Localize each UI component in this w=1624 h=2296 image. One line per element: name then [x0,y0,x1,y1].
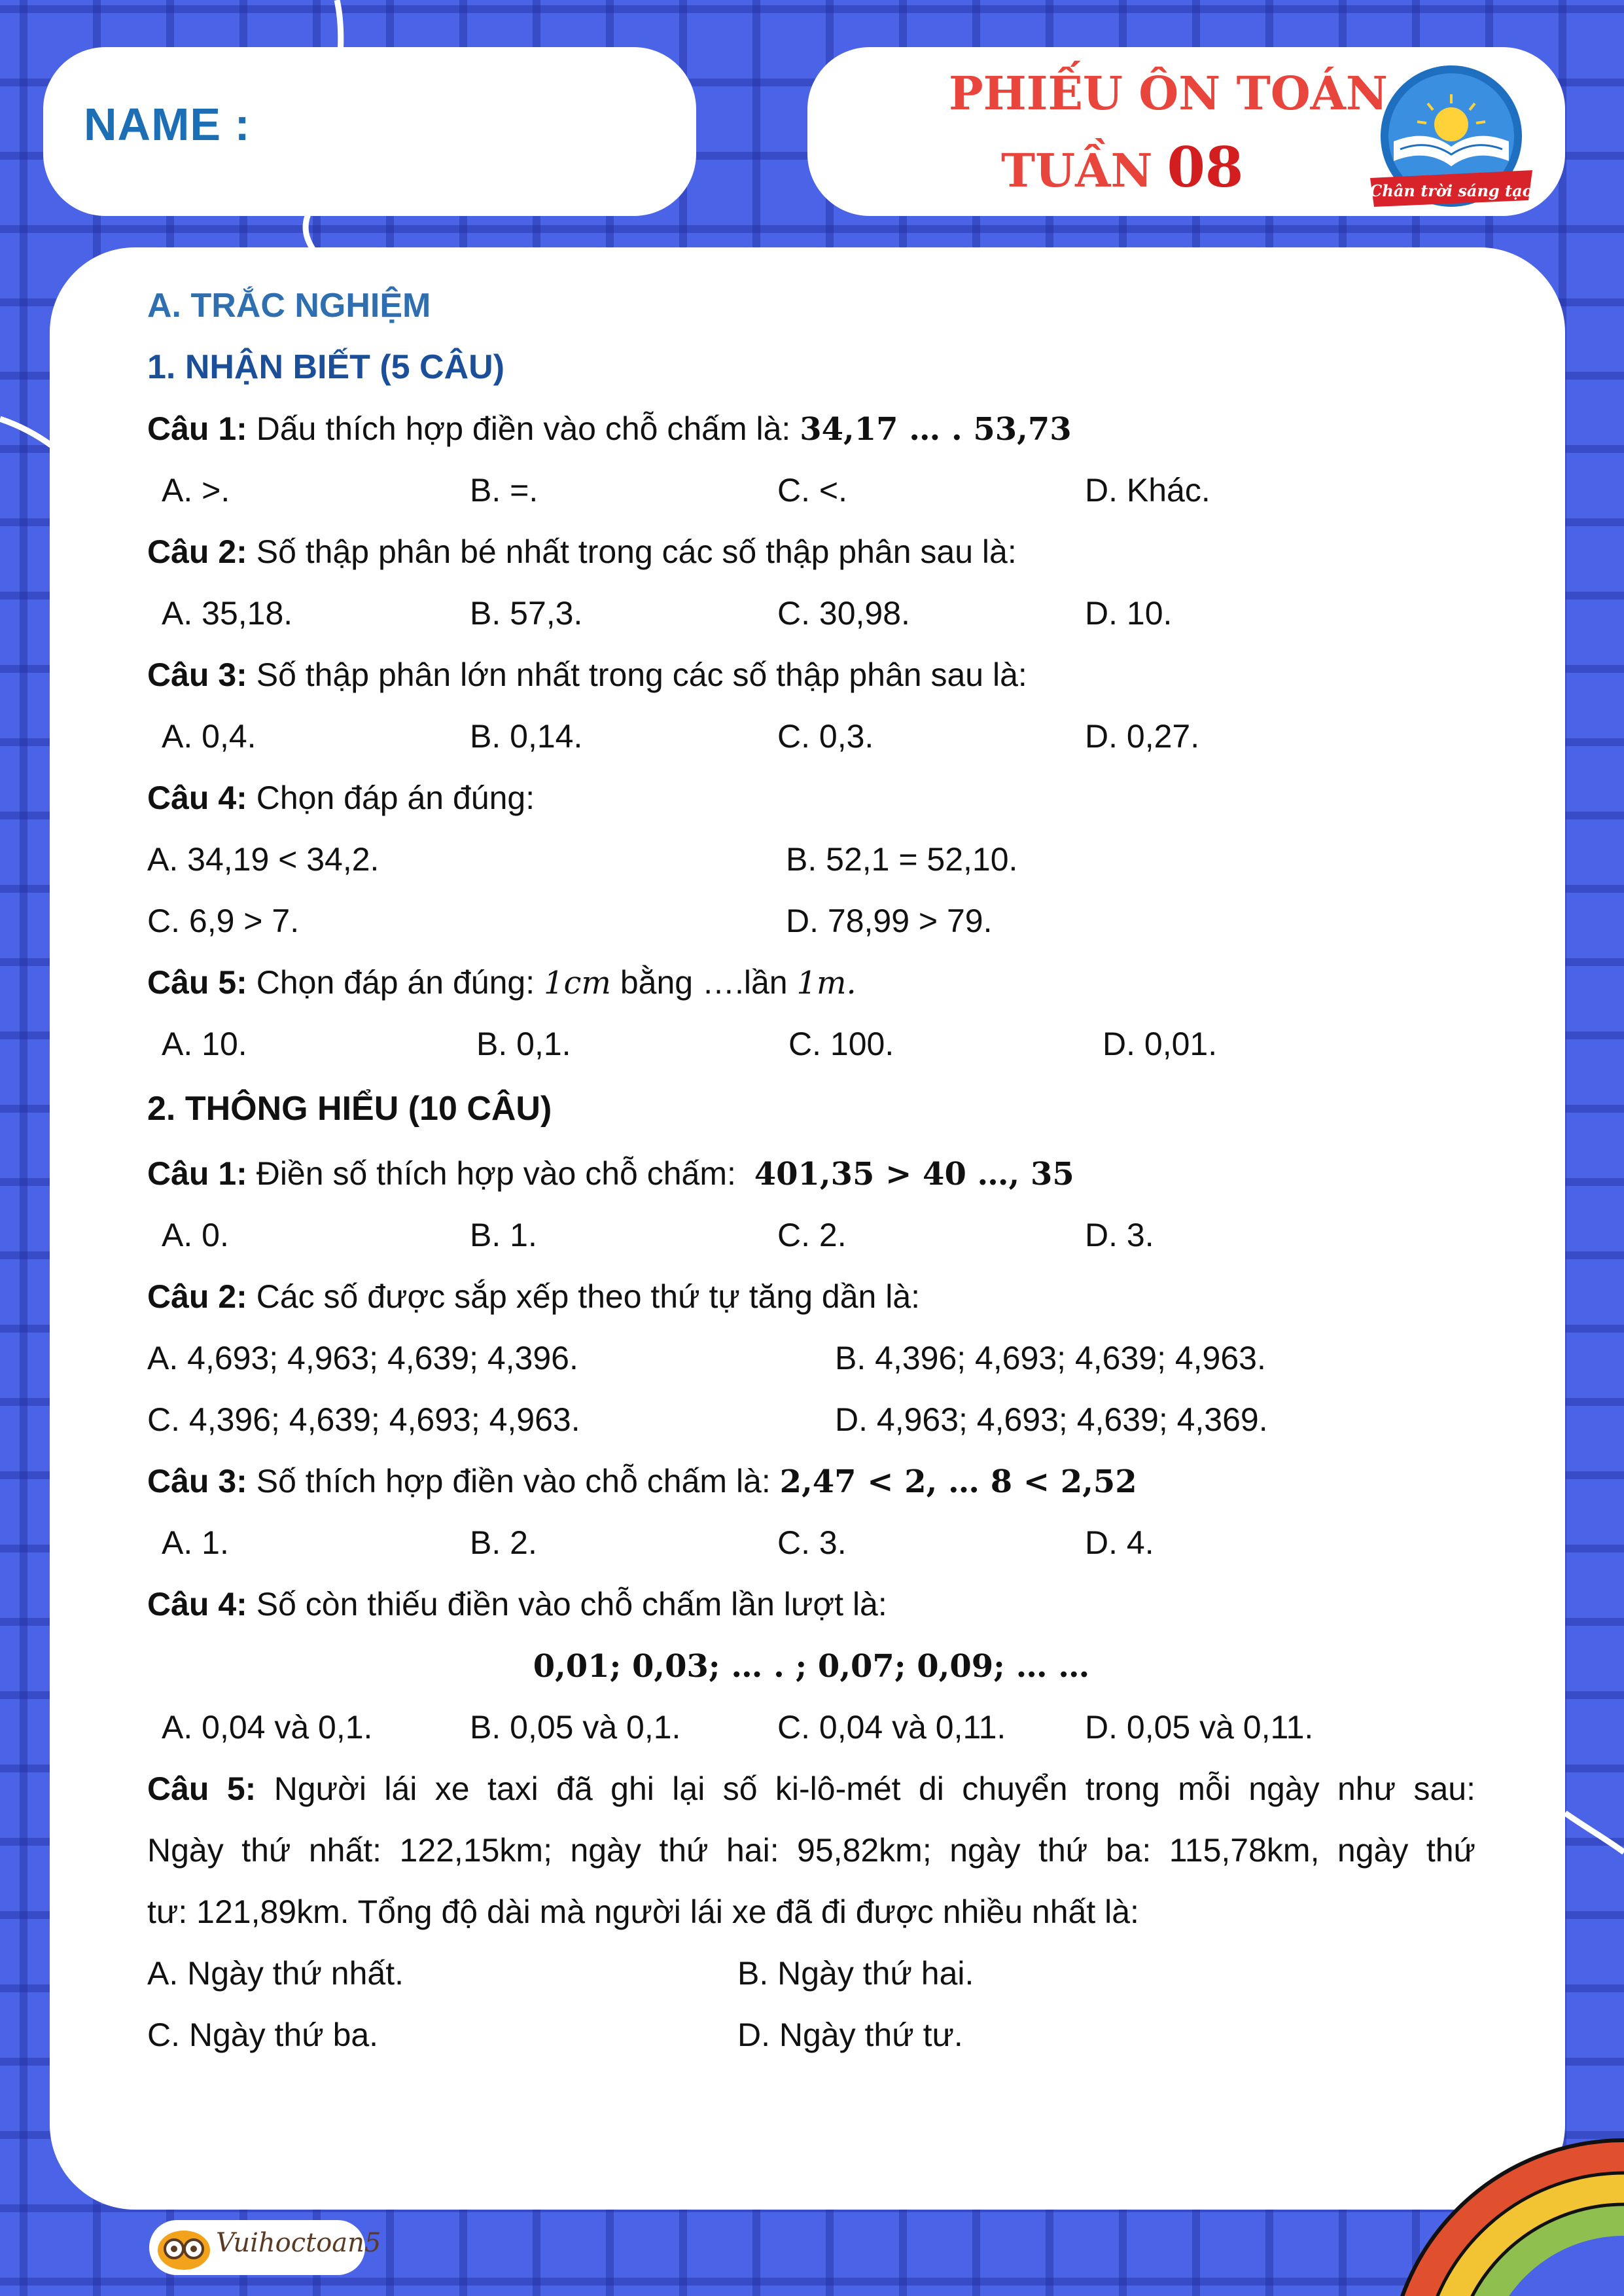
question-label: Câu 4: [147,1586,247,1623]
chan-troi-sang-tao-logo [1368,63,1535,213]
answer-option[interactable]: D. 4,963; 4,693; 4,639; 4,369. [835,1401,1268,1438]
answer-option[interactable]: C. <. [777,472,847,509]
options-row [147,1512,1475,1573]
question [147,1143,1475,1204]
worksheet-content [147,275,1475,2066]
question-text: Các số được sắp xếp theo thứ tự tăng dần là: [256,1278,921,1315]
question-label: Câu 1: [147,410,247,447]
answer-option[interactable]: A. 0,04 và 0,1. [162,1709,373,1746]
math-expression: 34,17 … . 53,73 [800,411,1072,448]
question-text: Chọn đáp án đúng: [256,964,535,1001]
question-label: Câu 4: [147,780,247,816]
question-label: Câu 2: [147,1278,247,1315]
question [147,767,1475,829]
answer-option[interactable]: A. 0,4. [162,718,256,755]
answer-option[interactable]: C. 2. [777,1217,847,1253]
answer-option[interactable]: B. 2. [470,1524,537,1561]
options-row [147,583,1475,644]
section-a-heading: A. TRẮC NGHIỆM [147,287,431,325]
question-text: bằng ….lần [620,964,788,1001]
question-text-line: tư: 121,89km. Tổng độ dài mà người lái xe đã đi được nhiều nhất là: [147,1893,1139,1930]
answer-option[interactable]: B. 57,3. [470,595,583,632]
math-expression: 401,35 > 40 …, 35 [754,1156,1074,1193]
answer-option[interactable]: C. 0,04 và 0,11. [777,1709,1006,1746]
answer-option[interactable]: A. 35,18. [162,595,293,632]
options-row [147,1389,1475,1450]
answer-option[interactable]: B. 4,396; 4,693; 4,639; 4,963. [835,1340,1266,1376]
answer-option[interactable]: B. 0,1. [476,1026,571,1062]
options-row [147,1327,1475,1389]
answer-option[interactable]: D. 0,01. [1103,1026,1218,1062]
worksheet-title: PHIẾU ÔN TOÁN [949,66,1388,120]
options-row [147,459,1475,521]
owl-icon [156,2224,212,2271]
answer-option[interactable]: D. 78,99 > 79. [786,903,993,939]
options-row [147,1696,1475,1758]
question [147,952,1475,1013]
math-expression: 2,47 < 2, … 8 < 2,52 [779,1463,1137,1500]
answer-option[interactable]: A. 1. [162,1524,229,1561]
footer-brand: Vuihoctoan5 [216,2228,381,2258]
question [147,644,1475,706]
question-text: Số thập phân bé nhất trong các số thập phân sau là: [256,533,1017,570]
answer-option[interactable]: D. 4. [1085,1524,1154,1561]
answer-option[interactable]: C. 6,9 > 7. [147,903,300,939]
answer-option[interactable]: C. 100. [788,1026,894,1062]
options-row [147,890,1475,952]
answer-option[interactable]: B. 0,05 và 0,1. [470,1709,681,1746]
answer-option[interactable]: B. =. [470,472,538,509]
answer-option[interactable]: D. 0,27. [1085,718,1200,755]
logo-text: Chân trời sáng tạo [1369,181,1533,200]
answer-option[interactable]: A. 4,693; 4,963; 4,639; 4,396. [147,1340,578,1376]
math-expression: 1cm [544,965,611,1001]
question-label: Câu 3: [147,1463,247,1499]
question-label: Câu 1: [147,1155,247,1192]
options-row [147,829,1475,890]
math-expression: 1m. [796,965,856,1001]
answer-option[interactable]: A. 34,19 < 34,2. [147,841,380,878]
math-expression: 0,01; 0,03; … . ; 0,07; 0,09; … … [533,1648,1090,1685]
question-text-line: Ngày thứ nhất: 122,15km; ngày thứ hai: 95,82km; ngày thứ ba: 115,78km, ngày thứ [147,1832,1475,1869]
part2-heading: 2. THÔNG HIỂU (10 CÂU) [147,1090,552,1128]
answer-option[interactable]: B. 1. [470,1217,537,1253]
options-row [147,1013,1475,1075]
week-label: TUẦN [1001,143,1153,198]
answer-option[interactable]: D. Ngày thứ tư. [737,2017,963,2053]
options-row [147,706,1475,767]
options-row [147,1943,1475,2004]
answer-option[interactable]: B. Ngày thứ hai. [737,1955,974,1992]
question-text: Người lái xe taxi đã ghi lại số ki-lô-mét di chuyển trong mỗi ngày như sau: [274,1770,1475,1807]
options-row [147,2004,1475,2066]
question [147,1266,1475,1327]
question-label: Câu 3: [147,656,247,693]
answer-option[interactable]: C. 30,98. [777,595,910,632]
question-label: Câu 5: [147,964,247,1001]
answer-option[interactable]: A. 0. [162,1217,229,1253]
answer-option[interactable]: A. Ngày thứ nhất. [147,1955,404,1992]
sequence-row [147,1635,1475,1696]
question-text: Số còn thiếu điền vào chỗ chấm lần lượt là: [256,1586,887,1623]
rainbow-decoration [1269,2127,1624,2296]
question [147,1573,1475,1635]
question [147,1758,1475,1820]
question [147,398,1475,459]
week-number: 08 [1167,135,1244,200]
worksheet-week [1001,135,1244,200]
answer-option[interactable]: A. 10. [162,1026,247,1062]
part1-heading: 1. NHẬN BIẾT (5 CÂU) [147,348,505,386]
answer-option[interactable]: D. 0,05 và 0,11. [1085,1709,1314,1746]
answer-option[interactable]: C. Ngày thứ ba. [147,2017,379,2053]
question-text: Số thích hợp điền vào chỗ chấm là: [256,1463,771,1499]
question [147,521,1475,583]
answer-option[interactable]: B. 52,1 = 52,10. [786,841,1018,878]
options-row [147,1204,1475,1266]
question-text: Chọn đáp án đúng: [256,780,535,816]
answer-option[interactable]: A. >. [162,472,230,509]
name-label: NAME : [84,99,251,150]
answer-option[interactable]: D. 10. [1085,595,1173,632]
question-text: Dấu thích hợp điền vào chỗ chấm là: [256,410,791,447]
answer-option[interactable]: B. 0,14. [470,718,583,755]
question-text: Điền số thích hợp vào chỗ chấm: [256,1155,736,1192]
answer-option[interactable]: C. 4,396; 4,639; 4,693; 4,963. [147,1401,580,1438]
answer-option[interactable]: D. Khác. [1085,472,1210,509]
answer-option[interactable]: D. 3. [1085,1217,1154,1253]
question-label: Câu 5: [147,1770,256,1807]
question-text: Số thập phân lớn nhất trong các số thập phân sau là: [256,656,1027,693]
answer-option[interactable]: C. 3. [777,1524,847,1561]
question [147,1450,1475,1512]
answer-option[interactable]: C. 0,3. [777,718,874,755]
question-label: Câu 2: [147,533,247,570]
